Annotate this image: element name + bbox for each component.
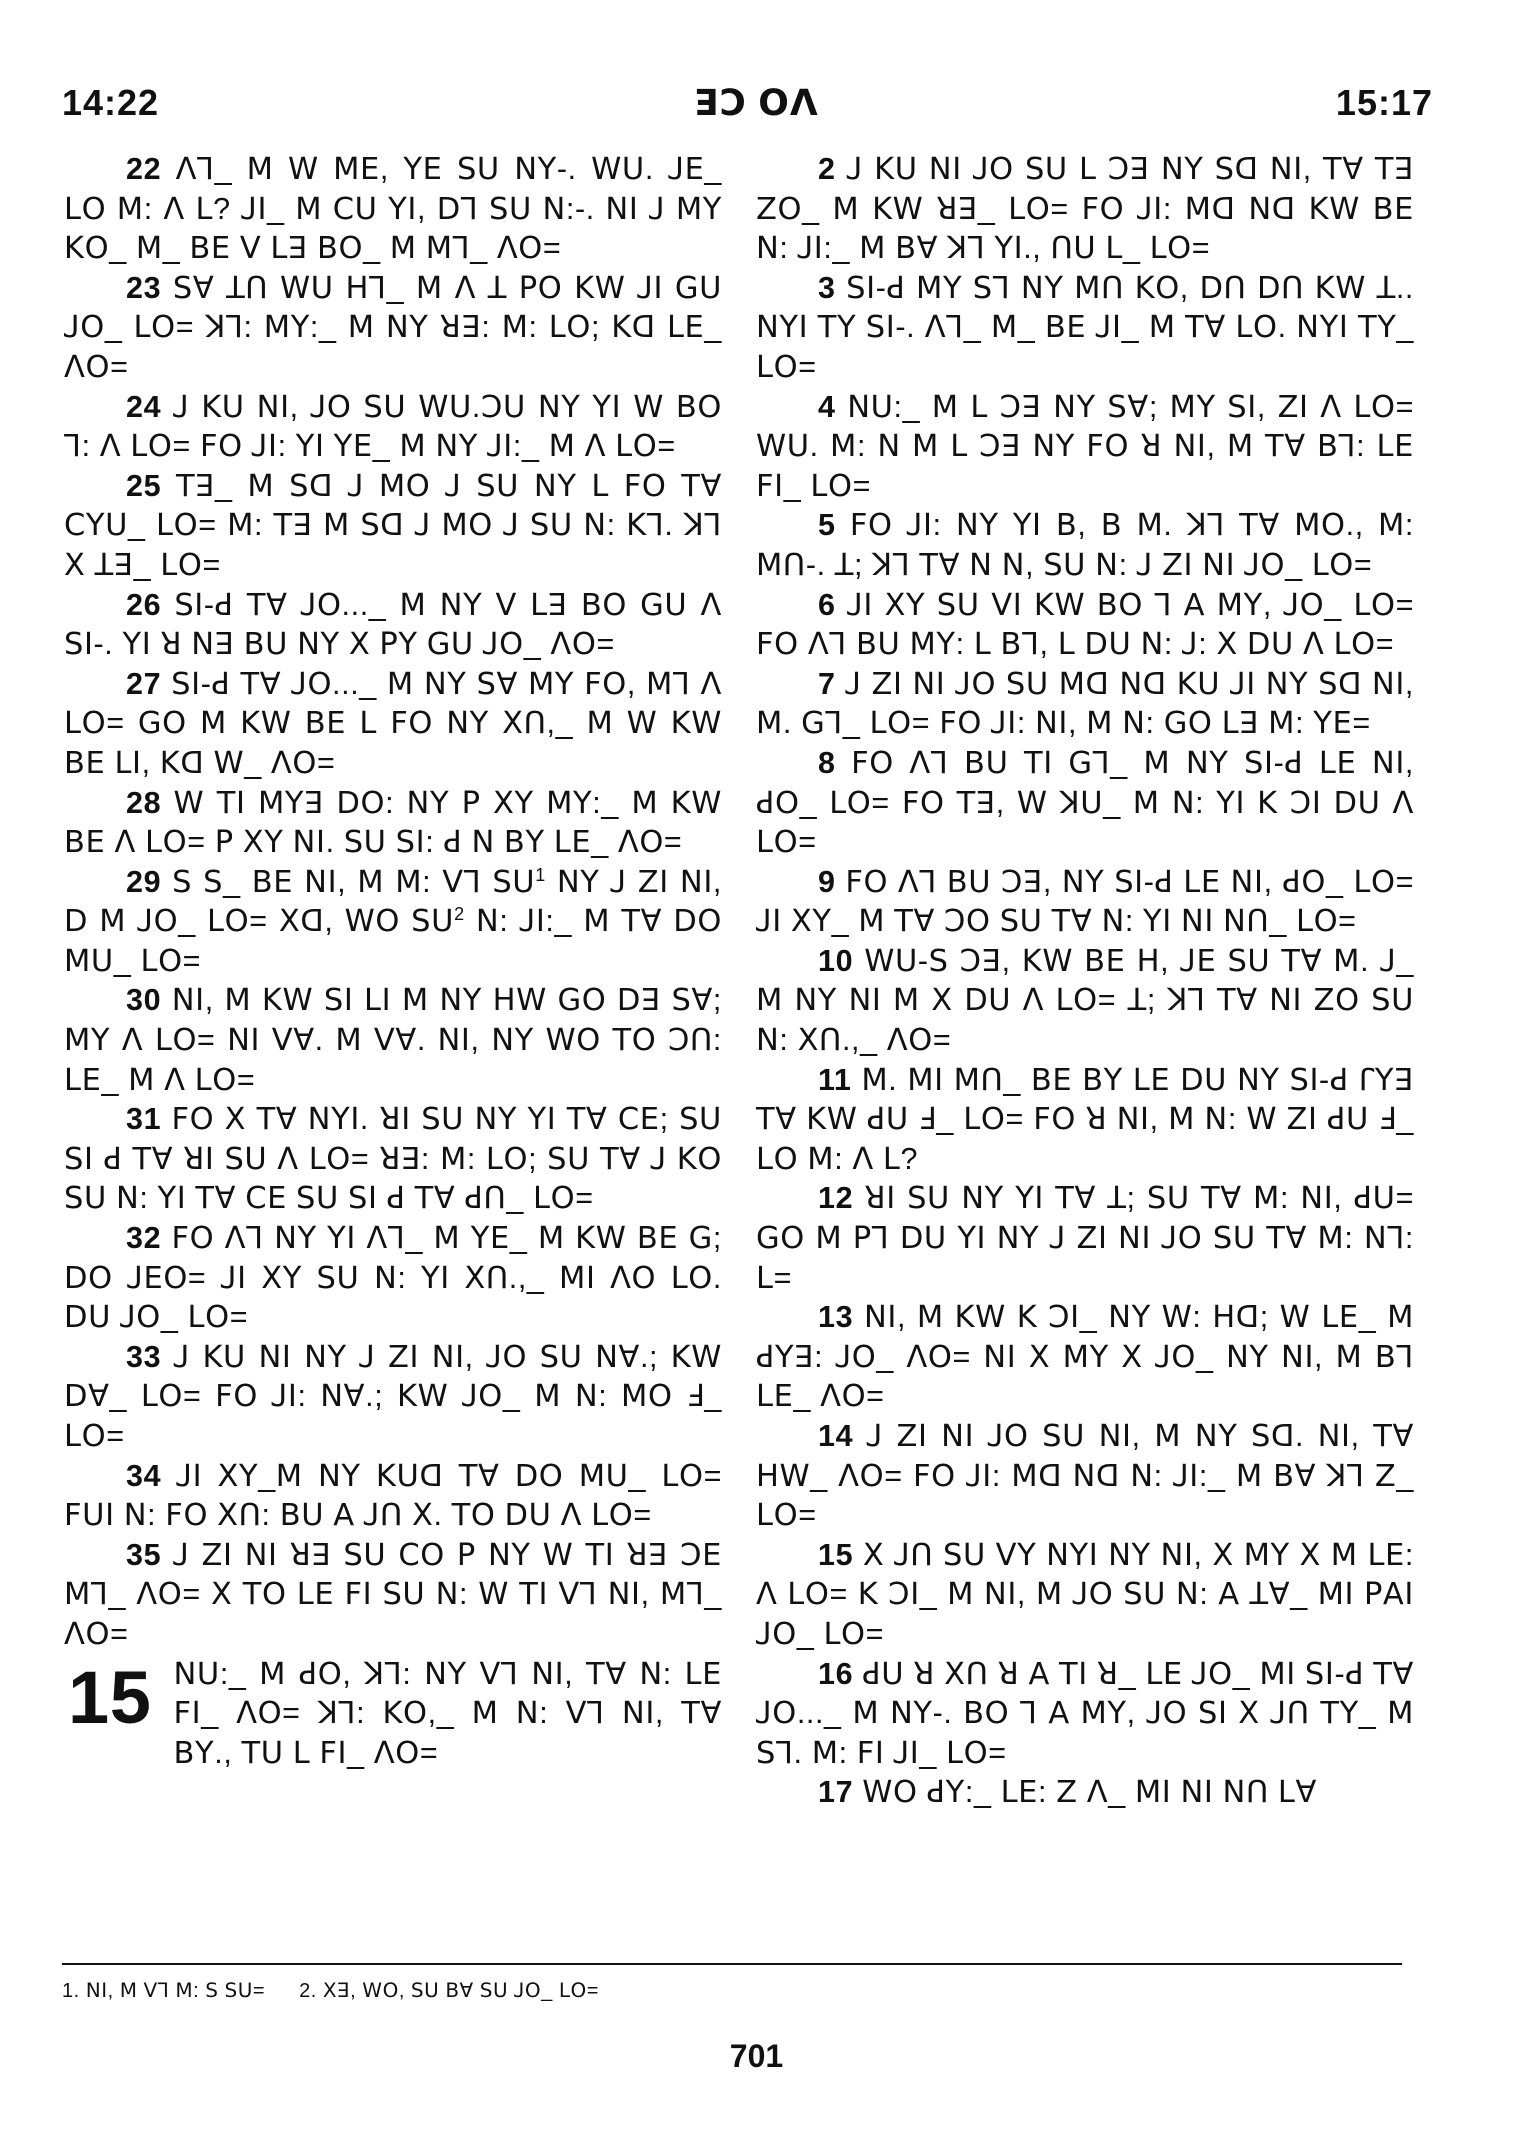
- verse: [64, 1219, 722, 1338]
- verse: [756, 1417, 1414, 1536]
- verse-number: 7: [818, 666, 846, 701]
- verse-number: 35: [126, 1537, 174, 1572]
- verse: [756, 1179, 1414, 1298]
- header-right-reference: 15:17: [1335, 82, 1433, 123]
- verse-text: ꓤꓲ ꓢꓴ ꓠꓬ ꓬꓲ ꓔꓯ ꓕ; ꓢꓴ ꓔꓯ ꓟ: ꓠꓲ, ꓒꓴ= ꓖꓳ ꓟ ꓑꓶ ꓓꓴ ꓬꓲ ꓠꓬ ꓙ ꓜꓲ ꓠꓲ ꓙꓳ ꓢꓴ ꓔꓯ ꓟ: ꓠꓶ: ꓡ=: [756, 1181, 1415, 1295]
- verse-text: ꓪ ꓔꓲ ꓟꓬꓱ ꓓꓳ: ꓠꓬ ꓑ ꓫꓬ ꓟꓬ:_ ꓟ ꓗꓪ ꓐꓰ ꓥ ꓡꓳ= ꓑ ꓫꓬ ꓠꓲ. ꓢꓴ ꓢꓲ: ꓒ ꓠ ꓐꓬ ꓡꓰ_ ꓥꓳ=: [64, 785, 723, 860]
- verse-number: 28: [126, 785, 174, 820]
- verse-text: ꓟ. ꓟꓲ ꓟꓵ_ ꓐꓰ ꓐꓬ ꓡꓰ ꓓꓴ ꓠꓬ ꓢꓲ-ꓒ ꓩꓬꓱ ꓔꓯ ꓗꓪ ꓒꓴ ꓞ_ ꓡꓳ= ꓝꓳ ꓤ ꓠꓲ, ꓟ ꓠ: ꓪ ꓜꓲ ꓒꓴ ꓞ_ ꓡꓳ ꓟ: ꓥ ꓡ?: [756, 1062, 1414, 1176]
- verse: [756, 1773, 1414, 1813]
- header-book-title: ꓱꓛ ꓳꓥ: [694, 82, 819, 123]
- verse-text: ꓙꓲ ꓫꓬ ꓢꓴ ꓦꓲ ꓗꓪ ꓐꓳ ꓶ ꓮ ꓟꓬ, ꓙꓳ_ ꓡꓳ= ꓝꓳ ꓥꓶ ꓐꓴ ꓟꓬ: ꓡ ꓐꓶ, ꓡ ꓓꓴ ꓠ: ꓙ: ꓫ ꓓꓴ ꓥ ꓡꓳ=: [756, 587, 1415, 662]
- verse-text: ꓙ ꓗꓴ ꓠꓲ, ꓙꓳ ꓢꓴ ꓪꓴ.ꓛꓴ ꓠꓬ ꓬꓲ ꓪ ꓐꓳ ꓶ: ꓥ ꓡꓳ= ꓝꓳ ꓙꓲ: ꓬꓲ ꓬꓰ_ ꓟ ꓠꓬ ꓙꓲ:_ ꓟ ꓥ ꓡꓳ=: [64, 389, 723, 464]
- verse: [756, 150, 1414, 269]
- header-left-reference: 14:22: [62, 82, 160, 123]
- verse: [64, 784, 722, 863]
- page-number: 701: [729, 2038, 784, 2074]
- verse-text: ꓙ ꓜꓲ ꓠꓲ ꓙꓳ ꓢꓴ ꓠꓲ, ꓟ ꓠꓬ ꓢꓷ. ꓠꓲ, ꓔꓯ ꓧꓪ_ ꓥꓳ= ꓝꓳ ꓙꓲ: ꓟꓷ ꓠꓷ ꓠ: ꓙꓲ:_ ꓟ ꓐꓯ ꓘꓶ ꓜ_ ꓡꓳ=: [756, 1419, 1415, 1533]
- verse-text: ꓠꓴ:_ ꓟ ꓡ ꓛꓱ ꓠꓬ ꓢꓯ; ꓟꓬ ꓢꓲ, ꓜꓲ ꓥ ꓡꓳ= ꓪꓴ. ꓟ: ꓠ ꓟ ꓡ ꓛꓱ ꓠꓬ ꓝꓳ ꓤ ꓠꓲ, ꓟ ꓔꓯ ꓐꓶ: ꓡꓰ ꓝꓲ_ ꓡꓳ=: [756, 389, 1414, 503]
- verse-number: 17: [818, 1775, 863, 1810]
- verse: [64, 388, 722, 467]
- chapter-start: [64, 1655, 722, 1774]
- footnote-2: 2. ꓫꓱ, ꓪꓳ, ꓢꓴ ꓐꓯ ꓢꓴ ꓙꓳ_ ꓡꓳ=: [299, 1980, 599, 2002]
- verse: [64, 665, 722, 784]
- verse-text: ꓒꓴ ꓤ ꓫꓵ ꓤ ꓮ ꓔꓲ ꓤ_ ꓡꓰ ꓙꓳ_ ꓟꓲ ꓢꓲ-ꓒ ꓔꓯ ꓙꓳ..._ ꓟ ꓠꓬ-. ꓐꓳ ꓶ ꓮ ꓟꓬ, ꓙꓳ ꓢꓲ ꓫ ꓙꓵ ꓔꓬ_ ꓟ ꓢꓶ. ꓟ: ꓝꓲ ꓙꓲ_ ꓡꓳ=: [756, 1656, 1415, 1770]
- verse: [64, 467, 722, 586]
- verse-number: 22: [126, 152, 176, 186]
- verse-text: ꓢꓯ ꓕꓵ ꓪꓴ ꓧꓶ_ ꓟ ꓥ ꓕ ꓑꓳ ꓗꓪ ꓙꓲ ꓖꓴ ꓙꓳ_ ꓡꓳ= ꓘꓶ: ꓟꓬ:_ ꓟ ꓠꓬ ꓤꓱ: ꓟ: ꓡꓳ; ꓗꓷ ꓡꓰ_ ꓥꓳ=: [64, 270, 722, 384]
- verse-text: ꓫ ꓙꓵ ꓢꓴ ꓦꓬ ꓠꓬꓲ ꓠꓬ ꓠꓲ, ꓫ ꓟꓬ ꓫ ꓟ ꓡꓰ: ꓥ ꓡꓳ= ꓗ ꓛꓲ_ ꓟ ꓠꓲ, ꓟ ꓙꓳ ꓢꓴ ꓠ: ꓮ ꓕꓯ_ ꓟꓲ ꓑꓮꓲ ꓙꓳ_ ꓡꓳ=: [756, 1537, 1415, 1651]
- verse-number: 33: [126, 1339, 174, 1374]
- verse-number: 15: [818, 1537, 863, 1572]
- verse-number: 6: [818, 587, 848, 622]
- chapter-first-verse-text: ꓠꓴ:_ ꓟ ꓒꓳ, ꓘꓶ: ꓠꓬ ꓦꓶ ꓠꓲ, ꓔꓯ ꓠ: ꓡꓰ ꓝꓲ_ ꓥꓳ= ꓘꓶ: ꓗꓳ,_ ꓟ ꓠ: ꓦꓶ ꓠꓲ, ꓔꓯ ꓐꓬ., ꓔꓴ ꓡ ꓝꓲ_ ꓥꓳ=: [173, 1656, 722, 1770]
- verse-text: ꓠꓲ, ꓟ ꓗꓪ ꓢꓲ ꓡꓲ ꓟ ꓠꓬ ꓧꓪ ꓖꓳ ꓓꓱ ꓢꓯ; ꓟꓬ ꓥ ꓡꓳ= ꓠꓲ ꓦꓯ. ꓟ ꓦꓯ. ꓠꓲ, ꓠꓬ ꓪꓳ ꓔꓳ ꓛꓵ: ꓡꓰ_ ꓟ ꓥ ꓡꓳ=: [64, 983, 722, 1097]
- verse-text: ꓝꓳ ꓫ ꓔꓯ ꓠꓬꓲ. ꓤꓲ ꓢꓴ ꓠꓬ ꓬꓲ ꓔꓯ ꓚꓰ; ꓢꓴ ꓢꓲ ꓒ ꓔꓯ ꓤꓲ ꓢꓴ ꓥ ꓡꓳ= ꓤꓱ: ꓟ: ꓡꓳ; ꓢꓴ ꓔꓯ ꓙ ꓗꓳ ꓢꓴ ꓠ: ꓬꓲ ꓔꓯ ꓚꓰ ꓢꓴ ꓢꓲ ꓒ ꓔꓯ ꓒꓵ_ ꓡꓳ=: [64, 1102, 722, 1216]
- verse-number: 23: [126, 270, 173, 305]
- verse: [756, 1298, 1414, 1417]
- verse-text: ꓝꓳ ꓙꓲ: ꓠꓬ ꓬꓲ ꓐ, ꓐ ꓟ. ꓘꓶ ꓔꓯ ꓟꓳ., ꓟ: ꓟꓵ-. ꓕ; ꓘꓶ ꓔꓯ ꓠ ꓠ, ꓢꓴ ꓠ: ꓙ ꓜꓲ ꓠꓲ ꓙꓳ_ ꓡꓳ=: [756, 508, 1414, 582]
- verse-text: ꓢꓲ-ꓒ ꓟꓬ ꓢꓶ ꓠꓬ ꓟꓵ ꓗꓳ, ꓓꓵ ꓓꓵ ꓗꓪ ꓕ.. ꓠꓬꓲ ꓔꓬ ꓢꓲ-. ꓥꓶ_ ꓟ_ ꓐꓰ ꓙꓲ_ ꓟ ꓔꓯ ꓡꓳ. ꓠꓬꓲ ꓔꓬ_ ꓡꓳ=: [756, 270, 1414, 384]
- verse-number: 29: [126, 864, 173, 899]
- verse-number: 27: [126, 666, 172, 701]
- left-column: [64, 150, 722, 1773]
- verse-number: 16: [818, 1656, 863, 1691]
- verse-number: 14: [818, 1419, 867, 1453]
- verse: [64, 863, 722, 982]
- verse-number: 3: [818, 270, 847, 305]
- verse-text: ꓔꓱ_ ꓟ ꓢꓷ ꓙ ꓟꓳ ꓙ ꓢꓴ ꓠꓬ ꓡ ꓝꓳ ꓔꓯ ꓚꓬꓴ_ ꓡꓳ= ꓟ: ꓔꓱ ꓟ ꓢꓷ ꓙ ꓟꓳ ꓙ ꓢꓴ ꓠ: ꓗꓶ. ꓘꓶ ꓫ ꓕꓱ_ ꓡꓳ=: [64, 468, 723, 582]
- verse: [64, 269, 722, 388]
- verse: [756, 506, 1414, 585]
- verse: [756, 863, 1414, 942]
- verse: [64, 1536, 722, 1655]
- verse-number: 32: [126, 1221, 172, 1256]
- right-column: [756, 150, 1414, 1813]
- verse: [756, 665, 1414, 744]
- verse-number: 9: [818, 864, 846, 899]
- verse-text: ꓙ ꓜꓲ ꓠꓲ ꓤꓱ ꓢꓴ ꓚꓳ ꓑ ꓠꓬ ꓪ ꓔꓲ ꓤꓱ ꓛꓰ ꓟꓶ_ ꓥꓳ= ꓫ ꓔꓳ ꓡꓰ ꓝꓲ ꓢꓴ ꓠ: ꓪ ꓔꓲ ꓦꓶ ꓠꓲ, ꓟꓶ_ ꓥꓳ=: [64, 1537, 722, 1651]
- verse-number: 4: [818, 389, 848, 424]
- verse: [756, 744, 1414, 863]
- verse-number: 25: [126, 468, 176, 503]
- verse-number: 11: [818, 1062, 862, 1097]
- verse-number: 31: [126, 1102, 172, 1137]
- verse: [64, 586, 722, 665]
- verse-text: ꓠꓲ, ꓟ ꓗꓪ ꓗ ꓛꓲ_ ꓠꓬ ꓪ: ꓧꓷ; ꓪ ꓡꓰ_ ꓟ ꓒꓬꓱ: ꓙꓳ_ ꓥꓳ= ꓠꓲ ꓫ ꓟꓬ ꓫ ꓙꓳ_ ꓠꓬ ꓠꓲ, ꓟ ꓐꓶ ꓡꓰ_ ꓥꓳ=: [756, 1300, 1414, 1414]
- footnote-divider: [62, 1963, 1402, 1965]
- verse-text: ꓢꓲ-ꓒ ꓔꓯ ꓙꓳ..._ ꓟ ꓠꓬ ꓢꓯ ꓟꓬ ꓝꓳ, ꓟꓶ ꓥ ꓡꓳ= ꓖꓳ ꓟ ꓗꓪ ꓐꓰ ꓡ ꓝꓳ ꓠꓬ ꓫꓵ,_ ꓟ ꓪ ꓗꓪ ꓐꓰ ꓡꓲ, ꓗꓷ ꓪ_ ꓥꓳ=: [64, 666, 722, 780]
- verse-text: ꓝꓳ ꓥꓶ ꓠꓬ ꓬꓲ ꓥꓶ_ ꓟ ꓬꓰ_ ꓟ ꓗꓪ ꓐꓰ ꓖ; ꓓꓳ ꓙꓰꓳ= ꓙꓲ ꓫꓬ ꓢꓴ ꓠ: ꓬꓲ ꓫꓵ.,_ ꓟꓲ ꓥꓳ ꓡꓳ. ꓓꓴ ꓙꓳ_ ꓡꓳ=: [64, 1221, 722, 1335]
- verse: [64, 1338, 722, 1457]
- verse: [756, 586, 1414, 665]
- verse: [756, 388, 1414, 507]
- verse-text: ꓙ ꓗꓴ ꓠꓲ ꓙꓳ ꓢꓴ ꓡ ꓛꓱ ꓠꓬ ꓢꓷ ꓠꓲ, ꓔꓯ ꓔꓱ ꓜꓳ_ ꓟ ꓗꓪ ꓤꓱ_ ꓡꓳ= ꓝꓳ ꓙꓲ: ꓟꓷ ꓠꓷ ꓗꓪ ꓐꓰ ꓠ: ꓙꓲ:_ ꓟ ꓐꓯ ꓘꓶ ꓬꓲ., ꓵꓴ ꓡ_ ꓡꓳ=: [756, 152, 1414, 266]
- verse-number: 13: [818, 1300, 864, 1335]
- verse-number: 30: [126, 983, 172, 1018]
- chapter-number: 15: [68, 1655, 152, 1739]
- verse-text: ꓝꓳ ꓥꓶ ꓐꓴ ꓔꓲ ꓖꓶ_ ꓟ ꓠꓬ ꓢꓲ-ꓒ ꓡꓰ ꓠꓲ, ꓒꓳ_ ꓡꓳ= ꓝꓳ ꓔꓱ, ꓪ ꓘꓴ_ ꓟ ꓠ: ꓬꓲ ꓗ ꓛꓲ ꓓꓴ ꓥ ꓡꓳ=: [756, 745, 1414, 860]
- verse-number: 8: [818, 745, 852, 780]
- verse-text: ꓙ ꓗꓴ ꓠꓲ ꓠꓬ ꓙ ꓜꓲ ꓠꓲ, ꓙꓳ ꓢꓴ ꓠꓯ.; ꓗꓪ ꓓꓯ_ ꓡꓳ= ꓝꓳ ꓙꓲ: ꓠꓯ.; ꓗꓪ ꓙꓳ_ ꓟ ꓠ: ꓟꓳ ꓞ_ ꓡꓳ=: [64, 1339, 723, 1453]
- verse: [64, 1100, 722, 1219]
- verse: [756, 1655, 1414, 1774]
- verse-number: 24: [126, 389, 174, 424]
- footnotes: [62, 1978, 627, 2003]
- verse-number: 12: [818, 1181, 865, 1216]
- verse-text: ꓝꓳ ꓥꓶ ꓐꓴ ꓛꓱ, ꓠꓬ ꓢꓲ-ꓒ ꓡꓰ ꓠꓲ, ꓒꓳ_ ꓡꓳ= ꓙꓲ ꓫꓬ_ ꓟ ꓔꓯ ꓛꓳ ꓢꓴ ꓔꓯ ꓠ: ꓬꓲ ꓠꓲ ꓠꓵ_ ꓡꓳ=: [756, 864, 1414, 939]
- verse: [756, 1061, 1414, 1180]
- verse-number: 10: [818, 943, 865, 978]
- verse: [64, 150, 722, 269]
- verse-text: ꓙꓲ ꓫꓬ_ꓟ ꓠꓬ ꓗꓴꓷ ꓔꓯ ꓓꓳ ꓟꓴ_ ꓡꓳ= ꓝꓴꓲ ꓠ: ꓝꓳ ꓫꓵ: ꓐꓴ ꓮ ꓙꓵ ꓫ. ꓔꓳ ꓓꓴ ꓥ ꓡꓳ=: [64, 1458, 723, 1533]
- verse: [756, 269, 1414, 388]
- verse-text: ꓪꓳ ꓒꓬ:_ ꓡꓰ: ꓜ ꓥ_ ꓟꓲ ꓠꓲ ꓠꓵ ꓡꓯ: [862, 1775, 1317, 1810]
- verse-text: ꓪꓴ-ꓢ ꓛꓱ, ꓗꓪ ꓐꓰ ꓧ, ꓙꓰ ꓢꓴ ꓔꓯ ꓟ. ꓙ_ ꓟ ꓠꓬ ꓠꓲ ꓟ ꓫ ꓓꓴ ꓥ ꓡꓳ= ꓕ; ꓘꓶ ꓔꓯ ꓠꓲ ꓜꓳ ꓢꓴ ꓠ: ꓫꓵ.,_ ꓥꓳ=: [756, 943, 1414, 1058]
- verse-text: ꓥꓶ_ ꓟ ꓪ ꓟꓰ, ꓬꓰ ꓢꓴ ꓠꓬ-. ꓪꓴ. ꓙꓰ_ ꓡꓳ ꓟ: ꓥ ꓡ? ꓙꓲ_ ꓟ ꓚꓴ ꓬꓲ, ꓓꓶ ꓢꓴ ꓠ:-. ꓠꓲ ꓙ ꓟꓬ ꓗꓳ_ ꓟ_ ꓐꓰ ꓦ ꓡꓱ ꓐꓳ_ ꓟ ꓟꓶ_ ꓥꓳ=: [64, 152, 722, 266]
- verse-number: 2: [818, 152, 847, 186]
- verse: [756, 942, 1414, 1061]
- verse-text: ꓢꓲ-ꓒ ꓔꓯ ꓙꓳ..._ ꓟ ꓠꓬ ꓦ ꓡꓱ ꓐꓳ ꓖꓴ ꓥ ꓢꓲ-. ꓬꓲ ꓤ ꓠꓱ ꓐꓴ ꓠꓬ ꓫ ꓑꓬ ꓖꓴ ꓙꓳ_ ꓥꓳ=: [64, 587, 722, 662]
- verse-number: 26: [126, 587, 175, 622]
- verse: [64, 1457, 722, 1536]
- verse-number: 5: [818, 508, 850, 543]
- footnote-1: 1. ꓠꓲ, ꓟ ꓦꓶ ꓟ: ꓢ ꓢꓴ=: [62, 1980, 266, 2002]
- verse-text: ꓢ ꓢ_ ꓐꓰ ꓠꓲ, ꓟ ꓟ: ꓦꓶ ꓢꓴ$^1$ ꓠꓬ ꓙ ꓜꓲ ꓠꓲ, ꓓ ꓟ ꓙꓳ_ ꓡꓳ= ꓫꓷ, ꓪꓳ ꓢꓴ$^2$ ꓠ: ꓙꓲ:_ ꓟ ꓔꓯ ꓓꓳ ꓟꓴ_ ꓡꓳ=: [64, 864, 723, 978]
- verse-text: ꓙ ꓜꓲ ꓠꓲ ꓙꓳ ꓢꓴ ꓟꓷ ꓠꓷ ꓗꓴ ꓙꓲ ꓠꓬ ꓢꓷ ꓠꓲ, ꓟ. ꓖꓶ_ ꓡꓳ= ꓝꓳ ꓙꓲ: ꓠꓲ, ꓟ ꓠ: ꓖꓳ ꓡꓱ ꓟ: ꓬꓰ=: [756, 666, 1414, 741]
- verse: [756, 1536, 1414, 1655]
- verse: [64, 981, 722, 1100]
- verse-number: 34: [126, 1458, 177, 1493]
